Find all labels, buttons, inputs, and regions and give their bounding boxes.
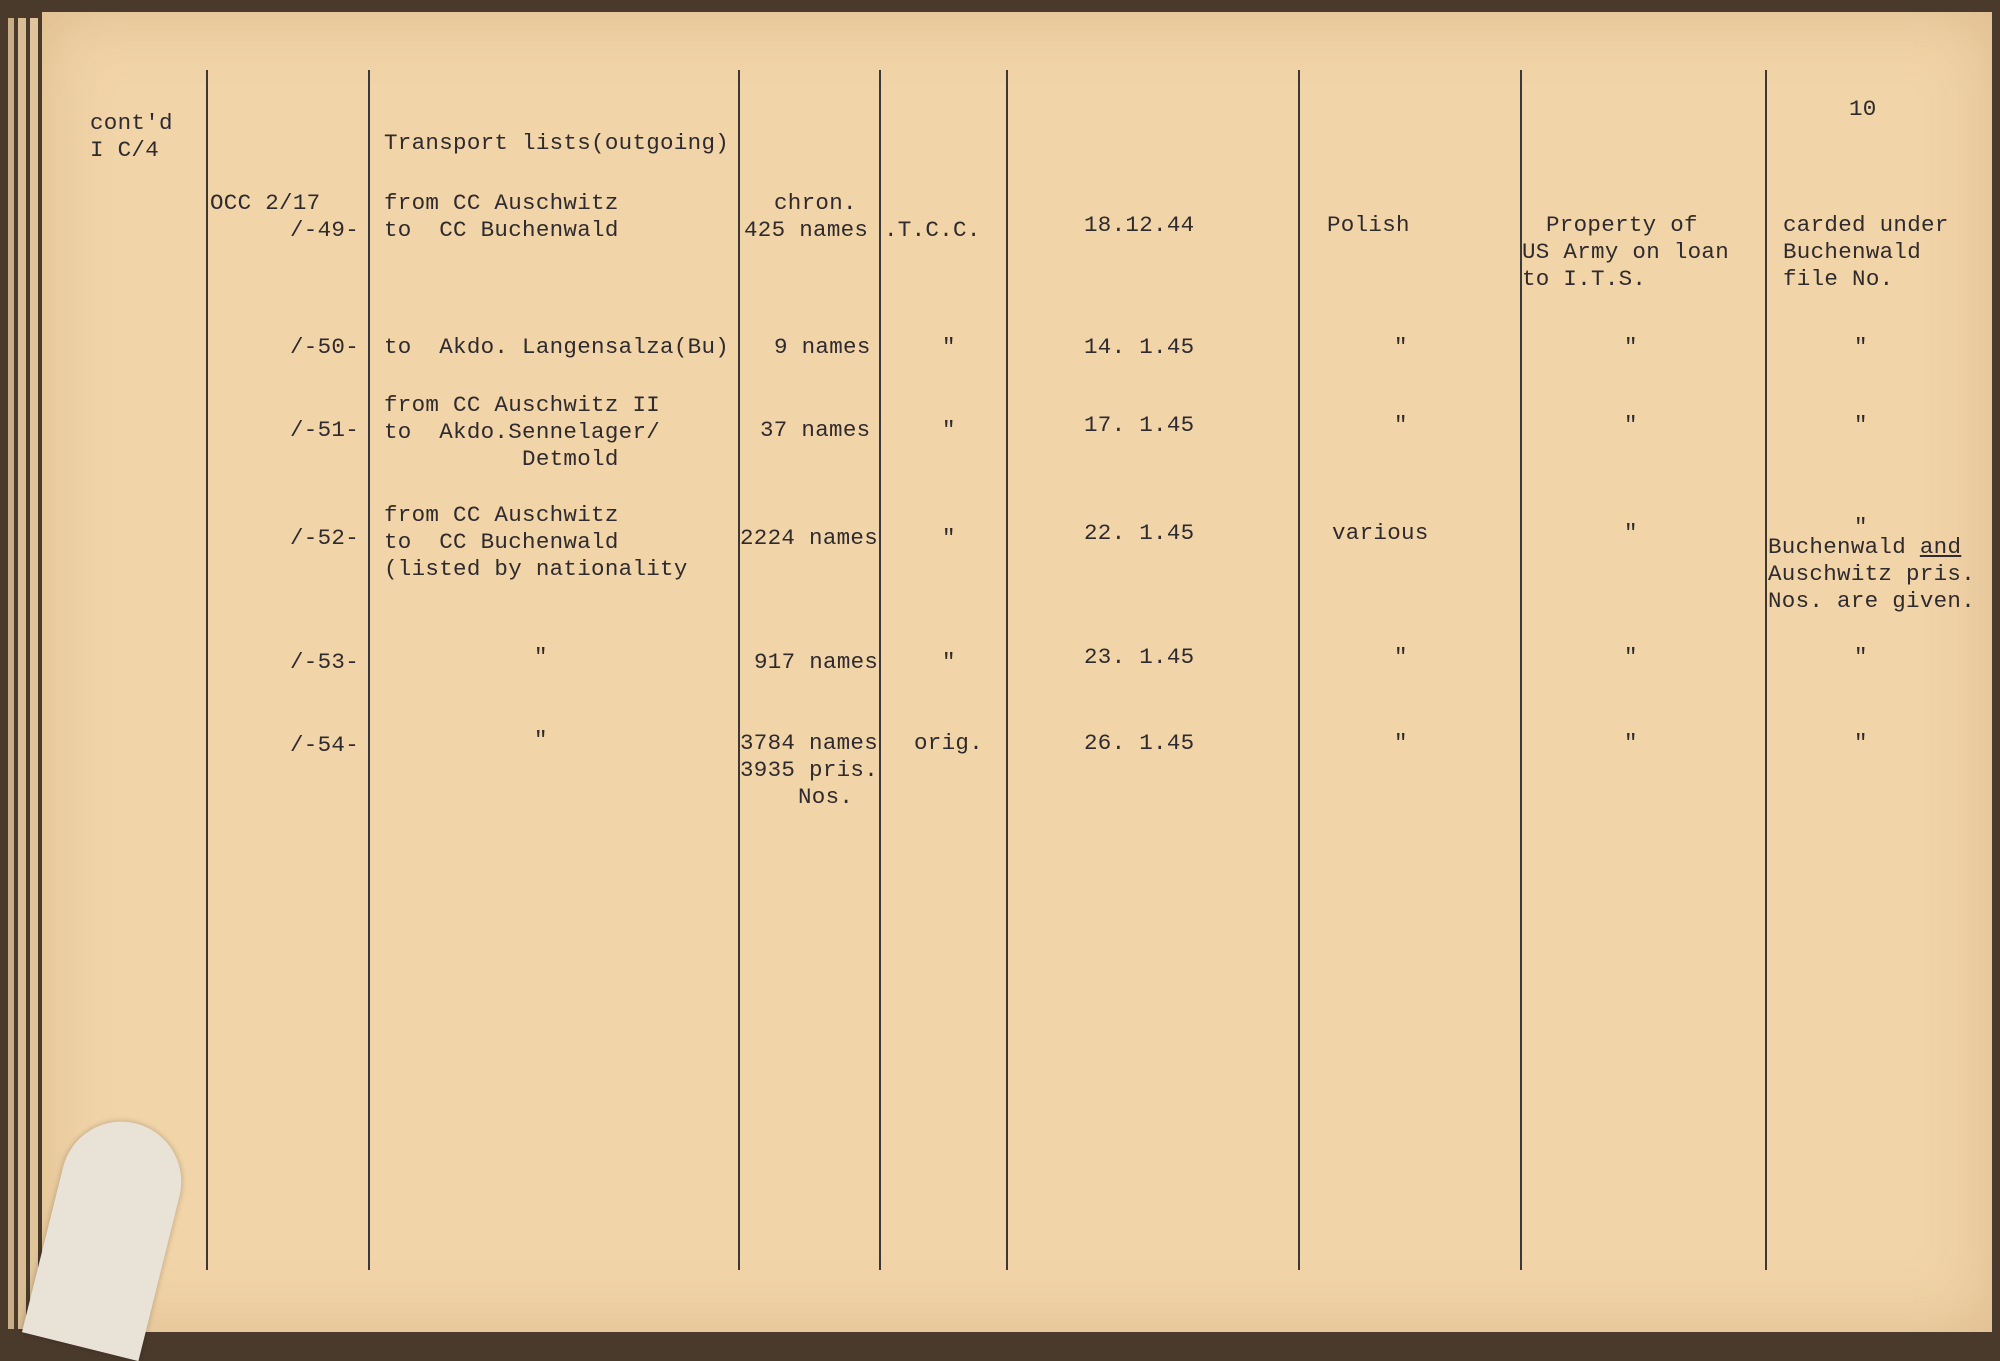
custody-status: Property of US Army on loan to I.T.S.: [1522, 212, 1730, 292]
name-count: 37 names: [760, 417, 871, 443]
custody-status: ": [1624, 412, 1638, 438]
remarks: ": [1854, 412, 1868, 438]
remarks: Buchenwald and Auschwitz pris. Nos. are given.: [1768, 534, 1976, 614]
nationality: Polish: [1327, 212, 1410, 238]
name-count: chron. 425 names: [744, 190, 869, 243]
transport-date: 17. 1.45: [1084, 412, 1195, 438]
column-rule: [368, 70, 370, 1270]
transport-date: 22. 1.45: [1084, 520, 1195, 546]
column-rule: [738, 70, 740, 1270]
page-title: Transport lists(outgoing): [384, 130, 730, 156]
column-rule: [1765, 70, 1767, 1270]
item-number: /-52-: [290, 525, 360, 551]
nationality: ": [1394, 644, 1408, 670]
record-type: ": [942, 334, 956, 360]
custody-status: ": [1624, 334, 1638, 360]
page-number: 10: [1849, 96, 1877, 122]
page-stack-edge: [30, 18, 38, 1329]
contd-label: cont'd: [90, 110, 173, 136]
column-rule: [879, 70, 881, 1270]
item-number: /-53-: [290, 649, 360, 675]
nationality: ": [1394, 730, 1408, 756]
section-label: I C/4: [90, 137, 160, 163]
nationality: various: [1332, 520, 1429, 546]
transport-description: ": [534, 727, 548, 753]
remarks: ": [1854, 334, 1868, 360]
transport-date: 23. 1.45: [1084, 644, 1195, 670]
transport-description: from CC Auschwitz to CC Buchenwald: [384, 190, 619, 243]
column-rule: [1006, 70, 1008, 1270]
record-type: ": [942, 649, 956, 675]
page-stack-edge: [18, 18, 26, 1329]
record-type: ": [942, 525, 956, 551]
transport-date: 18.12.44: [1084, 212, 1195, 238]
custody-status: ": [1624, 644, 1638, 670]
transport-description: ": [534, 644, 548, 670]
occ-reference: OCC 2/17: [210, 190, 321, 216]
nationality: ": [1394, 334, 1408, 360]
transport-date: 14. 1.45: [1084, 334, 1195, 360]
custody-status: ": [1624, 520, 1638, 546]
remarks: ": [1854, 644, 1868, 670]
column-rule: [1298, 70, 1300, 1270]
column-rule: [206, 70, 208, 1270]
custody-status: ": [1624, 730, 1638, 756]
remarks: ": [1854, 730, 1868, 756]
transport-date: 26. 1.45: [1084, 730, 1195, 756]
record-type: .T.C.C.: [884, 217, 981, 243]
transport-description: to Akdo. Langensalza(Bu): [384, 334, 730, 360]
remarks-quote: ": [1854, 514, 1868, 540]
item-number: /-51-: [290, 417, 360, 443]
document-page: [42, 12, 1992, 1332]
nationality: ": [1394, 412, 1408, 438]
transport-description: from CC Auschwitz to CC Buchenwald (listed by nationality: [384, 502, 688, 582]
name-count: 3784 names 3935 pris. Nos.: [740, 730, 879, 810]
record-type: ": [942, 417, 956, 443]
record-type: orig.: [914, 730, 984, 756]
item-number: /-54-: [290, 732, 360, 758]
item-number: /-50-: [290, 334, 360, 360]
remarks: carded under Buchenwald file No.: [1783, 212, 1949, 292]
name-count: 917 names: [754, 649, 879, 675]
item-number: /-49-: [290, 217, 360, 243]
transport-description: from CC Auschwitz II to Akdo.Sennelager/ Detmold: [384, 392, 661, 472]
name-count: 2224 names: [740, 525, 879, 551]
page-stack-edge: [8, 18, 14, 1329]
name-count: 9 names: [774, 334, 871, 360]
